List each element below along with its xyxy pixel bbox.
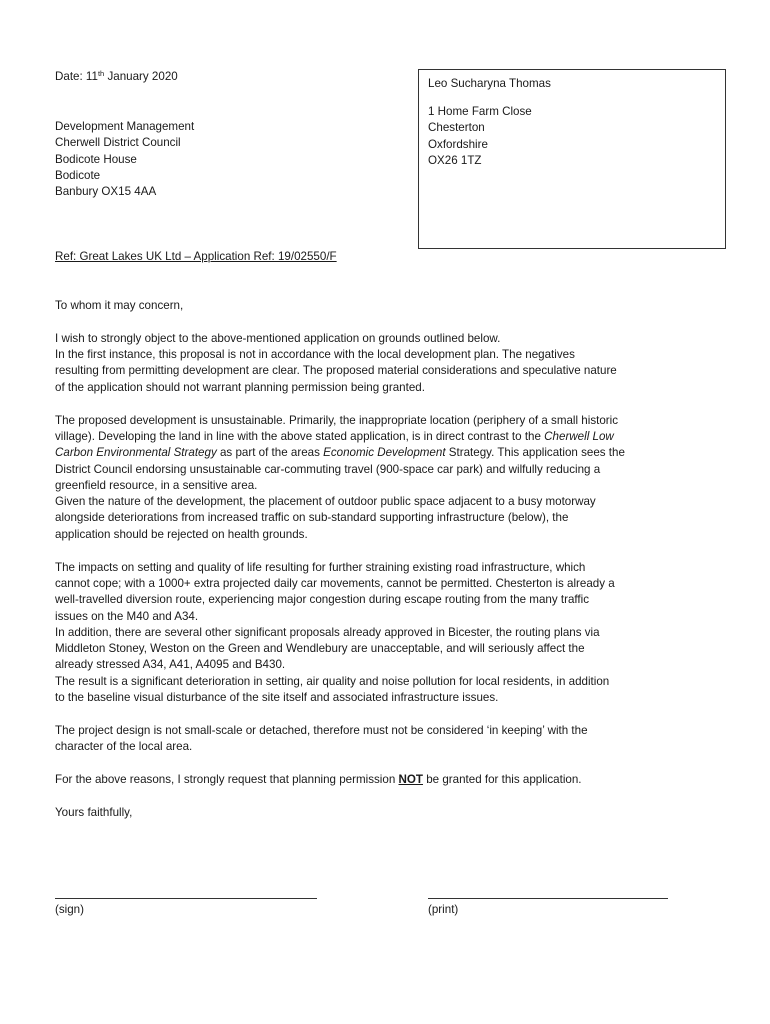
sender-address-line: Oxfordshire bbox=[428, 137, 488, 151]
text-line: alongside deteriorations from increased traffic on sub-standard supporting infrastructure (below), the bbox=[55, 511, 569, 525]
text-run: village). Developing the land in line with the above stated application, is in direct contrast to the bbox=[55, 429, 545, 443]
sign-label: (sign) bbox=[55, 903, 84, 916]
sender-address-box bbox=[418, 69, 726, 249]
text-line: resulting from permitting development are clear. The proposed material considerations and speculative nature bbox=[55, 364, 617, 378]
recipient-line: Development Management bbox=[55, 120, 195, 133]
text-line: The result is a significant deterioration in setting, air quality and noise pollution for local residents, in addition bbox=[55, 674, 610, 688]
signature-line bbox=[55, 898, 317, 899]
text-line: cannot cope; with a 1000+ extra projected daily car movements, cannot be permitted. Chesterton is already a bbox=[55, 576, 615, 590]
application-reference: Ref: Great Lakes UK Ltd – Application Ref: 19/02550/F bbox=[55, 250, 337, 263]
sender-name: Leo Sucharyna Thomas bbox=[428, 77, 551, 90]
paragraph-impacts bbox=[55, 560, 715, 707]
text-line: The proposed development is unsustainable. Primarily, the inappropriate location (periphery of a small historic bbox=[55, 413, 619, 427]
strategy-name: Cherwell Low bbox=[544, 429, 614, 443]
text-run: Strategy. This application sees the bbox=[445, 446, 625, 460]
text-line: In addition, there are several other significant proposals already approved in Bicester, the routing plans via bbox=[55, 625, 600, 639]
strategy-name: Economic Development bbox=[323, 446, 446, 460]
text-line: to the baseline visual disturbance of the site itself and associated infrastructure issues. bbox=[55, 691, 499, 705]
text-line: The project design is not small-scale or detached, therefore must not be considered ‘in keeping’ with the bbox=[55, 723, 588, 737]
date-prefix: Date: 11 bbox=[55, 70, 98, 83]
text-line: already stressed A34, A41, A4095 and B430. bbox=[55, 658, 286, 672]
recipient-line: Banbury OX15 4AA bbox=[55, 185, 157, 199]
date-suffix: th bbox=[97, 69, 105, 78]
text-run: be granted for this application. bbox=[422, 773, 582, 787]
print-label: (print) bbox=[428, 903, 459, 916]
letter-date bbox=[55, 69, 178, 85]
text-line: Middleton Stoney, Weston on the Green and Wendlebury are unacceptable, and will seriously affect the bbox=[55, 642, 585, 656]
text-line: application should be rejected on health grounds. bbox=[55, 527, 308, 541]
text-line: Given the nature of the development, the placement of outdoor public space adjacent to a busy motorway bbox=[55, 495, 596, 509]
letter-body bbox=[55, 298, 715, 838]
recipient-line: Cherwell District Council bbox=[55, 136, 181, 150]
recipient-line: Bodicote House bbox=[55, 152, 137, 166]
emphasis-not: NOT bbox=[398, 773, 423, 787]
text-run: For the above reasons, I strongly request that planning permission bbox=[55, 773, 399, 787]
sender-address-line: Chesterton bbox=[428, 121, 485, 135]
strategy-name: Carbon Environmental Strategy bbox=[55, 446, 217, 460]
text-run: as part of the areas bbox=[216, 446, 324, 460]
paragraph-unsustainable bbox=[55, 413, 715, 543]
text-line: The impacts on setting and quality of life resulting for further straining existing road infrastructure, which bbox=[55, 560, 586, 574]
text-line: well-travelled diversion route, experiencing major congestion during escape routing from the many traffic bbox=[55, 593, 590, 607]
text-line: greenfield resource, in a sensitive area. bbox=[55, 478, 258, 492]
text-line bbox=[55, 445, 715, 461]
sender-address bbox=[428, 104, 532, 169]
date-rest: January 2020 bbox=[104, 70, 178, 83]
closing: Yours faithfully, bbox=[55, 805, 133, 819]
sender-address-line: OX26 1TZ bbox=[428, 153, 482, 167]
text-line: of the application should not warrant planning permission being granted. bbox=[55, 380, 425, 394]
text-line: District Council endorsing unsustainable car-commuting travel (900-space car park) and wilfully reducing a bbox=[55, 462, 601, 476]
paragraph-objection bbox=[55, 331, 715, 396]
paragraph-request bbox=[55, 772, 715, 788]
print-name-line bbox=[428, 898, 668, 899]
sender-address-line: 1 Home Farm Close bbox=[428, 105, 532, 118]
salutation: To whom it may concern, bbox=[55, 299, 184, 312]
text-line: character of the local area. bbox=[55, 740, 193, 754]
text-line: issues on the M40 and A34. bbox=[55, 609, 199, 623]
text-line bbox=[55, 429, 715, 445]
recipient-line: Bodicote bbox=[55, 168, 101, 182]
text-line: I wish to strongly object to the above-mentioned application on grounds outlined below. bbox=[55, 331, 501, 345]
text-line: In the first instance, this proposal is not in accordance with the local development plan. The negatives bbox=[55, 348, 575, 362]
paragraph-design bbox=[55, 723, 715, 756]
recipient-address bbox=[55, 119, 194, 200]
